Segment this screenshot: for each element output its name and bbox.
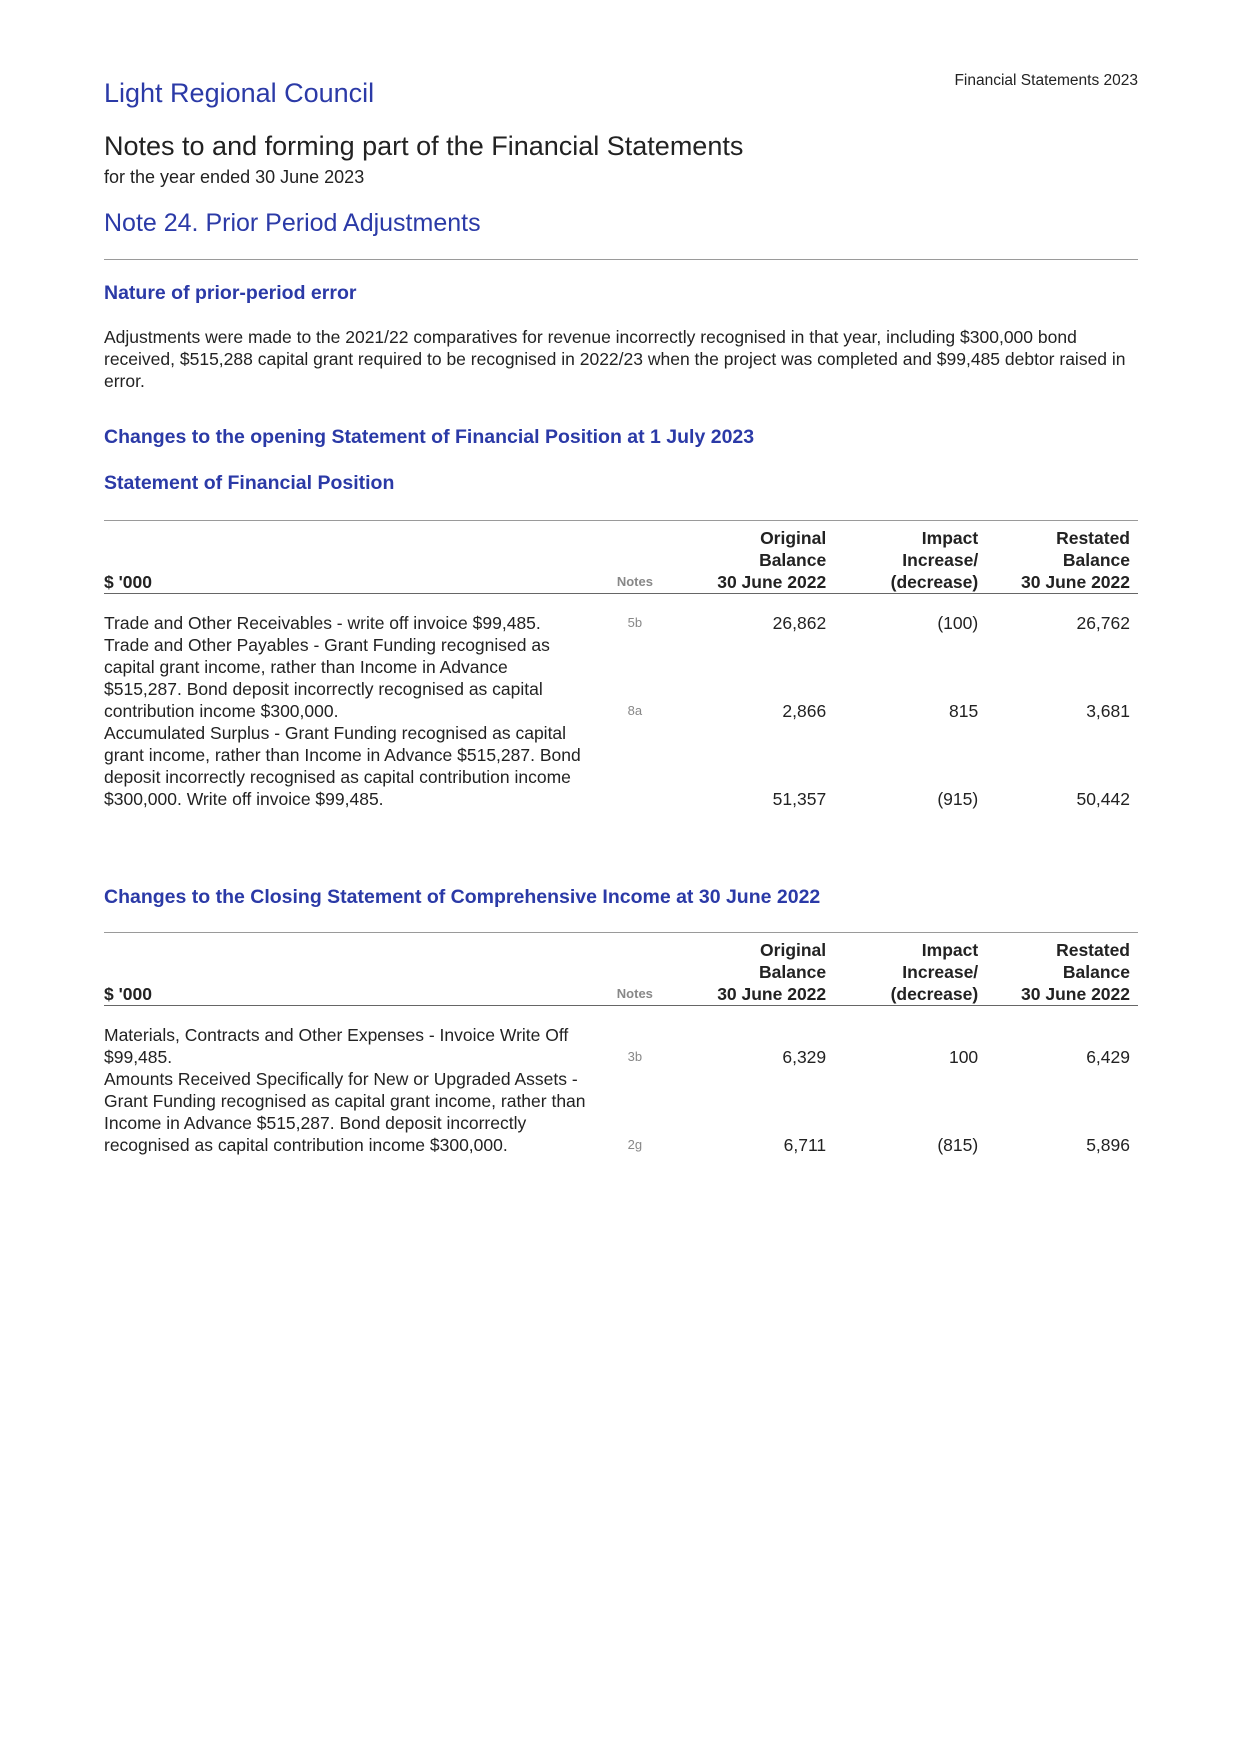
table-row <box>104 612 1138 634</box>
row-original: 2,866 <box>782 701 827 721</box>
row-impact: 815 <box>948 701 979 721</box>
row-description: Materials, Contracts and Other Expenses - Invoice Write Off $99,485. <box>104 1025 569 1067</box>
section1-heading: Changes to the opening Statement of Financial Position at 1 July 2023 <box>104 426 755 448</box>
restated-header-line1: Restated <box>1056 940 1130 960</box>
row-impact: (815) <box>937 1135 979 1155</box>
row-description: Trade and Other Receivables - write off invoice $99,485. <box>104 613 541 633</box>
original-header <box>682 933 834 1006</box>
row-restated: 50,442 <box>1076 789 1130 809</box>
nature-text: Adjustments were made to the 2021/22 comparatives for revenue incorrectly recognised in that year, including $300,000 bond received, $515,288 capital grant required to be recognised in 2022/23 when the project was completed and $99,485 debtor raised in error. <box>104 327 1126 391</box>
header-divider <box>104 259 1138 260</box>
row-note: 5b <box>627 615 643 630</box>
original-header-line3: 30 June 2022 <box>717 572 827 592</box>
page-subtitle: for the year ended 30 June 2023 <box>104 167 365 187</box>
nature-heading: Nature of prior-period error <box>104 282 357 304</box>
restated-header-line3: 30 June 2022 <box>1021 984 1130 1004</box>
impact-header-line3: (decrease) <box>890 984 979 1004</box>
original-header-line2: Balance <box>759 550 827 570</box>
original-header-line1: Original <box>760 528 827 548</box>
restated-header <box>986 521 1138 594</box>
row-note: 2g <box>627 1137 643 1152</box>
original-header-line1: Original <box>760 940 827 960</box>
financial-position-table <box>104 520 1138 810</box>
table-row <box>104 722 1138 810</box>
note-title: Note 24. Prior Period Adjustments <box>104 209 481 237</box>
row-note: 3b <box>627 1049 643 1064</box>
row-description: Trade and Other Payables - Grant Funding recognised as capital grant income, rather than Income in Advance $515,287. Bond deposit incorrectly recognised as capital contribution income $300,000. <box>104 635 550 721</box>
unit-header: $ '000 <box>104 984 152 1004</box>
table-row <box>104 1068 1138 1156</box>
table-row <box>104 1024 1138 1068</box>
row-original: 51,357 <box>772 789 827 809</box>
impact-header-line2: Increase/ <box>902 550 979 570</box>
restated-header-line3: 30 June 2022 <box>1021 572 1130 592</box>
row-note: 8a <box>627 703 643 718</box>
row-original: 26,862 <box>772 613 827 633</box>
row-impact: 100 <box>948 1047 979 1067</box>
organisation-name: Light Regional Council <box>104 78 375 108</box>
row-impact: (915) <box>937 789 979 809</box>
section1-subheading: Statement of Financial Position <box>104 472 395 494</box>
row-description: Accumulated Surplus - Grant Funding recognised as capital grant income, rather than Income in Advance $515,287. Bond deposit incorrectly recognised as capital contribution income $300,000. Write off invoice $99,485. <box>104 723 581 809</box>
row-restated: 26,762 <box>1076 613 1130 633</box>
row-restated: 5,896 <box>1086 1135 1130 1155</box>
row-restated: 3,681 <box>1086 701 1130 721</box>
comprehensive-income-table <box>104 932 1138 1156</box>
row-impact: (100) <box>937 613 979 633</box>
table-row <box>104 634 1138 722</box>
restated-header <box>986 933 1138 1006</box>
document-label: Financial Statements 2023 <box>954 72 1138 89</box>
impact-header-line2: Increase/ <box>902 962 979 982</box>
restated-header-line2: Balance <box>1062 550 1130 570</box>
original-header-line2: Balance <box>759 962 827 982</box>
original-header <box>683 521 835 594</box>
section2-heading: Changes to the Closing Statement of Comprehensive Income at 30 June 2022 <box>104 886 821 908</box>
unit-header: $ '000 <box>104 572 152 592</box>
impact-header <box>834 521 986 594</box>
original-header-line3: 30 June 2022 <box>717 984 827 1004</box>
row-restated: 6,429 <box>1086 1047 1130 1067</box>
impact-header-line1: Impact <box>921 528 979 548</box>
impact-header-line3: (decrease) <box>890 572 979 592</box>
restated-header-line2: Balance <box>1062 962 1130 982</box>
impact-header-line1: Impact <box>921 940 979 960</box>
table-header-row <box>104 933 1138 1006</box>
restated-header-line1: Restated <box>1056 528 1130 548</box>
notes-header: Notes <box>616 986 653 1001</box>
row-description: Amounts Received Specifically for New or Upgraded Assets - Grant Funding recognised as capital grant income, rather than Income in Advance $515,287. Bond deposit incorrectly recognised as capital contribution income $300,000. <box>104 1069 586 1155</box>
table-header-row <box>104 521 1138 594</box>
row-original: 6,711 <box>783 1135 827 1155</box>
page-title: Notes to and forming part of the Financial Statements <box>104 131 744 161</box>
row-original: 6,329 <box>782 1047 827 1067</box>
impact-header <box>834 933 986 1006</box>
notes-header: Notes <box>616 574 653 589</box>
row-note <box>595 722 682 810</box>
